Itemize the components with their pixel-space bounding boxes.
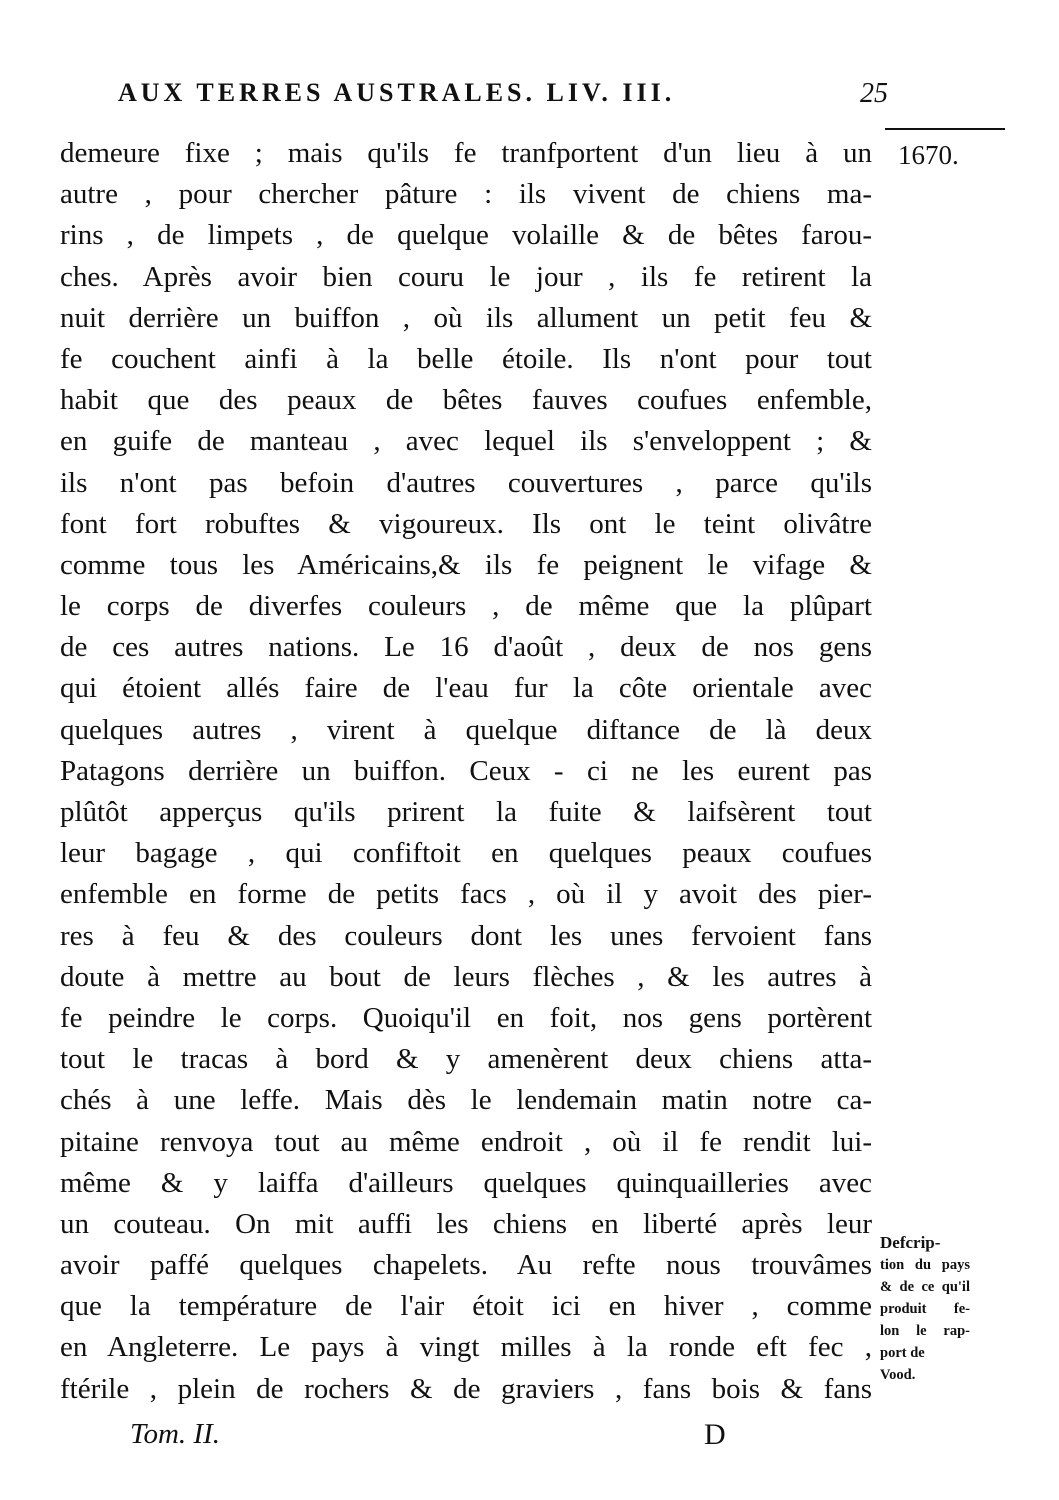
body-text (60, 133, 872, 1410)
text-line: pitaine renvoya tout au même endroit , où il fe rendit lui- (60, 1125, 872, 1158)
text-line: doute à mettre au bout de leurs flèches , & les autres à (60, 960, 872, 993)
text-line: chés à une leffe. Mais dès le lendemain matin notre ca- (60, 1084, 872, 1117)
text-line: nuit derrière un buiffon , où ils allument un petit feu & (60, 301, 872, 334)
text-line: un couteau. On mit auffi les chiens en liberté après leur (60, 1207, 872, 1240)
margin-year: 1670. (898, 140, 959, 170)
text-line: en guife de manteau , avec lequel ils s'enveloppent ; & (60, 425, 872, 458)
text-line: rins , de limpets , de quelque volaille & de bêtes farou- (60, 219, 872, 252)
margin-note-line: & de ce qu'il (880, 1279, 970, 1295)
text-line: habit que des peaux de bêtes fauves coufues enfemble, (60, 384, 872, 417)
text-line: quelques autres , virent à quelque diftance de là deux (60, 713, 872, 746)
text-line: res à feu & des couleurs dont les unes fervoient fans (60, 919, 872, 952)
text-line: autre , pour chercher pâture : ils vivent de chiens ma- (60, 178, 872, 211)
page-number: 25 (860, 78, 888, 109)
margin-note-line: Vood. (880, 1367, 916, 1383)
text-line: de ces autres nations. Le 16 d'août , deux de nos gens (60, 631, 872, 664)
margin-note-line: Defcrip- (880, 1233, 941, 1252)
margin-note-line: tion du pays (880, 1257, 970, 1273)
text-line: leur bagage , qui confiftoit en quelques peaux coufues (60, 837, 872, 870)
text-line: demeure fixe ; mais qu'ils fe tranfportent d'un lieu à un (60, 137, 872, 169)
text-line: le corps de diverfes couleurs , de même que la plûpart (60, 590, 872, 623)
margin-note (880, 1232, 970, 1386)
text-line: fe couchent ainfi à la belle étoile. Ils n'ont pour tout (60, 342, 872, 375)
text-line: tout le tracas à bord & y amenèrent deux chiens atta- (60, 1043, 872, 1076)
margin-note-line: port de (880, 1345, 925, 1361)
margin-note-line: produit fe- (880, 1301, 970, 1317)
text-line: enfemble en forme de petits facs , où il y avoit des pier- (60, 878, 872, 911)
text-line: ftérile , plein de rochers & de graviers , fans bois & fans (60, 1372, 872, 1405)
volume-mark: Tom. II. (130, 1418, 220, 1450)
running-header (118, 78, 888, 118)
text-line: ches. Après avoir bien couru le jour , ils fe retirent la (60, 260, 872, 293)
text-line: ils n'ont pas befoin d'autres couvertures , parce qu'ils (60, 466, 872, 499)
running-head-title: AUX TERRES AUSTRALES. LIV. III. (118, 78, 676, 107)
margin-note-line: lon le rap- (880, 1323, 970, 1339)
text-line: que la température de l'air étoit ici en hiver , comme (60, 1290, 872, 1323)
signature-mark: D (704, 1418, 726, 1451)
text-line: plûtôt apperçus qu'ils prirent la fuite & laifsèrent tout (60, 796, 872, 828)
text-line: avoir paffé quelques chapelets. Au refte nous trouvâmes (60, 1249, 872, 1282)
text-line: qui étoient allés faire de l'eau fur la côte orientale avec (60, 672, 872, 705)
text-line: comme tous les Américains,& ils fe peignent le vifage & (60, 548, 872, 581)
text-line: font fort robuftes & vigoureux. Ils ont le teint olivâtre (60, 507, 872, 540)
text-line: Patagons derrière un buiffon. Ceux - ci ne les eurent pas (60, 754, 872, 787)
text-line: en Angleterre. Le pays à vingt milles à la ronde eft fec , (60, 1331, 872, 1364)
page-footer (130, 1418, 750, 1458)
margin-rule (885, 128, 1005, 130)
text-line: fe peindre le corps. Quoiqu'il en foit, nos gens portèrent (60, 1001, 872, 1034)
text-line: même & y laiffa d'ailleurs quelques quinquailleries avec (60, 1166, 872, 1199)
